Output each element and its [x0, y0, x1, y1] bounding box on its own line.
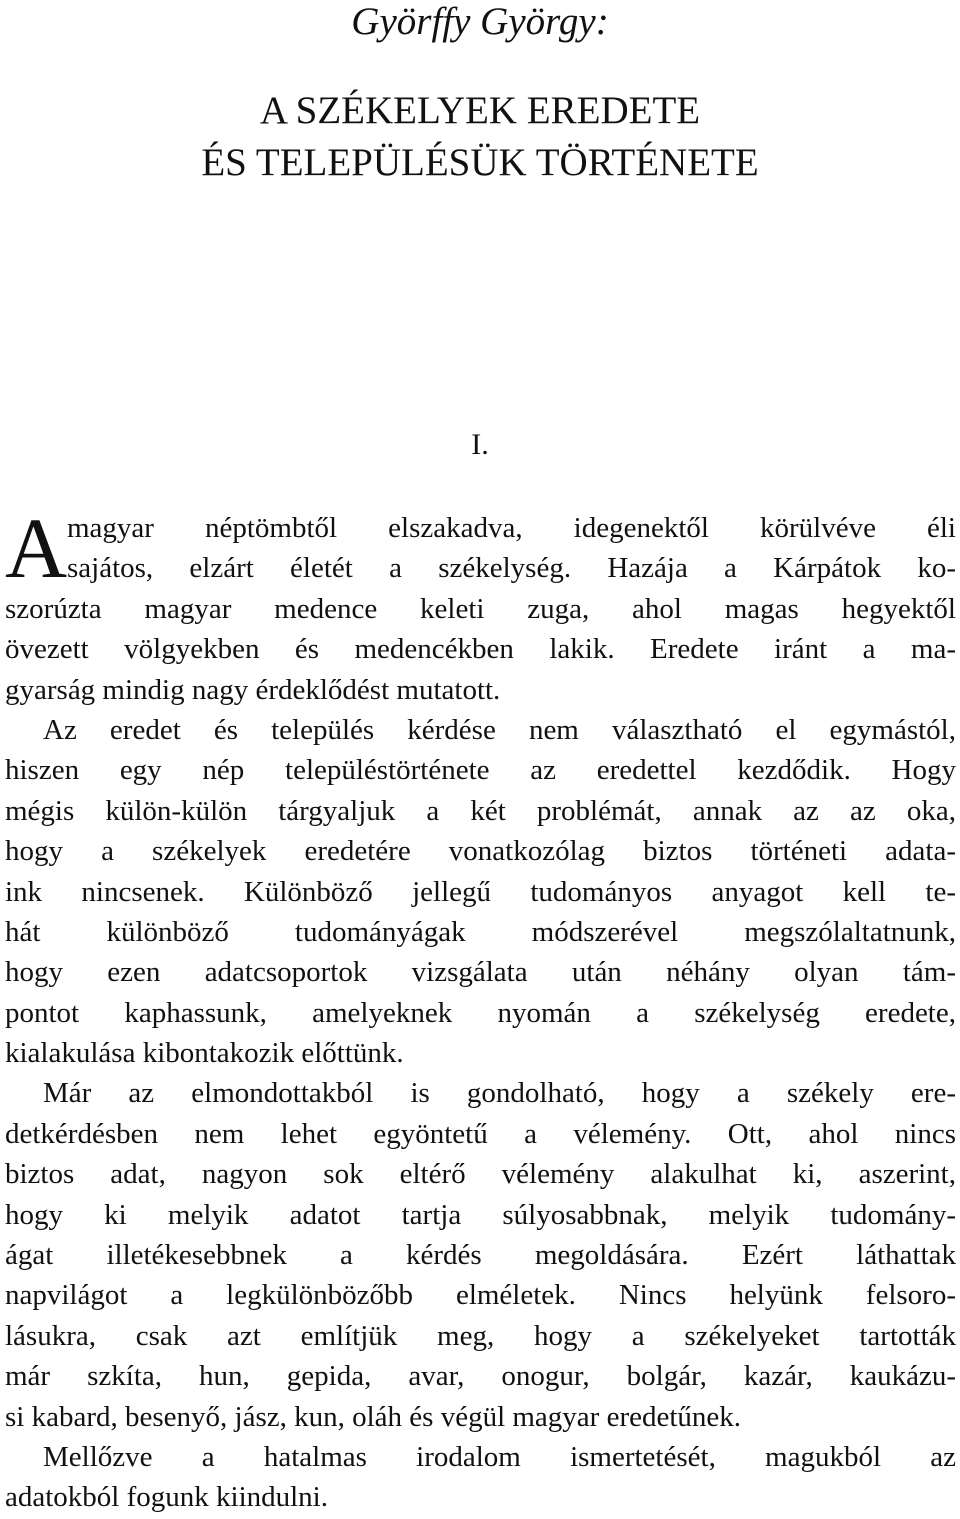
text-line: lásukra, csak azt említjük meg, hogy a székelyeket tartották	[5, 1319, 956, 1352]
chapter-number: I.	[471, 428, 489, 461]
text-line: hogy a székelyek eredetére vonatkozólag biztos történeti adata-	[5, 835, 956, 868]
text-line: ágat illetékesebbnek a kérdés megoldására. Ezért láthattak	[5, 1239, 956, 1272]
drop-cap: A	[5, 500, 68, 596]
body-text	[5, 500, 956, 1518]
text-line: pontot kaphassunk, amelyeknek nyomán a székelység eredete,	[5, 996, 956, 1029]
text-line: Mellőzve a hatalmas irodalom ismertetését, magukból az	[43, 1440, 956, 1473]
text-line: kialakulása kibontakozik előttünk.	[5, 1037, 404, 1070]
text-line: magyar néptömbtől elszakadva, idegenektől körülvéve éli	[67, 512, 956, 544]
text-line: ink nincsenek. Különböző jellegű tudományos anyagot kell te-	[5, 875, 956, 908]
text-line: már szkíta, hun, gepida, avar, onogur, bolgár, kazár, kaukázu-	[5, 1360, 956, 1393]
text-line: hogy ezen adatcsoportok vizsgálata után néhány olyan tám-	[5, 956, 956, 989]
text-line: övezett völgyekben és medencékben lakik. Eredete iránt a ma-	[5, 633, 956, 666]
text-line: hát különböző tudományágak módszerével megszólaltatnunk,	[5, 915, 956, 948]
text-line: detkérdésben nem lehet egyöntetű a vélemény. Ott, ahol nincs	[5, 1117, 956, 1150]
text-line: adatokból fogunk kiindulni.	[5, 1481, 328, 1514]
text-line: hogy ki melyik adatot tartja súlyosabbnak, melyik tudomány-	[5, 1198, 956, 1231]
text-line: gyarság mindig nagy érdeklődést mutatott.	[5, 673, 501, 706]
text-line: biztos adat, nagyon sok eltérő vélemény alakulhat ki, aszerint,	[5, 1158, 956, 1191]
document-title	[0, 85, 960, 189]
text-line: szorúzta magyar medence keleti zuga, ahol magas hegyektől	[5, 592, 956, 625]
text-line: Már az elmondottakból is gondolható, hogy a székely ere-	[43, 1077, 956, 1110]
author-name: Györffy György:	[351, 0, 609, 43]
text-line: Az eredet és település kérdése nem választható el egymástól,	[43, 713, 956, 746]
text-line: napvilágot a legkülönbözőbb elméletek. Nincs helyünk felsoro-	[5, 1279, 956, 1312]
text-line: hiszen egy nép településtörténete az eredettel kezdődik. Hogy	[5, 754, 956, 787]
text-line: si kabard, besenyő, jász, kun, oláh és végül magyar eredetűnek.	[5, 1400, 742, 1433]
title-line-1: A SZÉKELYEK EREDETE	[259, 89, 701, 132]
text-line: sajátos, elzárt életét a székelység. Hazája a Kárpátok ko-	[67, 552, 956, 585]
title-line-2: ÉS TELEPÜLÉSÜK TÖRTÉNETE	[201, 141, 759, 184]
text-line: mégis külön-külön tárgyaljuk a két problémát, annak az az oka,	[5, 794, 956, 827]
